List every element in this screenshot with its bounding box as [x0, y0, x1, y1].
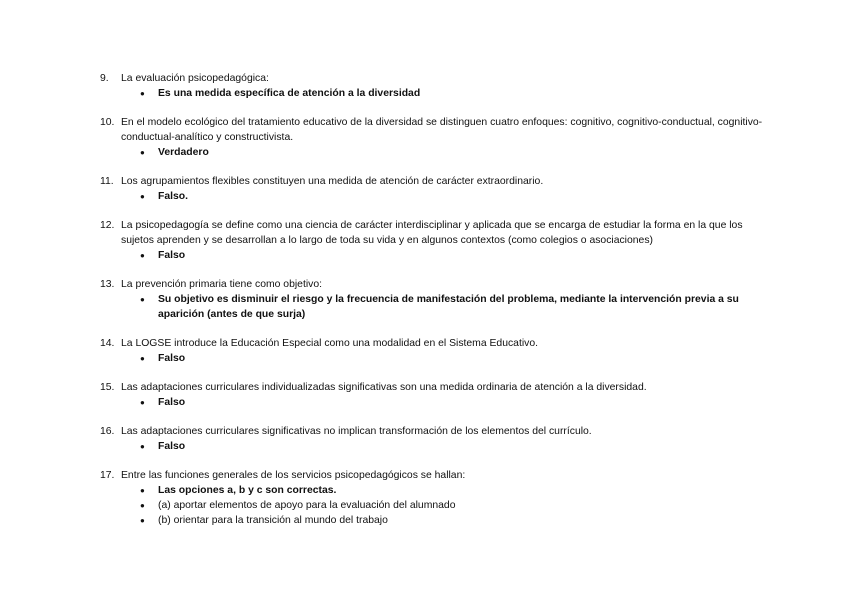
answer-item: ● Verdadero — [140, 145, 778, 160]
question-row — [100, 468, 778, 483]
question-row — [100, 380, 778, 395]
question-text: La evaluación psicopedagógica: — [121, 73, 269, 84]
question-number: 17. — [100, 470, 115, 481]
question-item — [100, 336, 778, 366]
answer-item: ● (a) aportar elementos de apoyo para la evaluación del alumnado — [140, 498, 778, 513]
question-number: 11. — [100, 176, 114, 187]
question-text: En el modelo ecológico del tratamiento educativo de la diversidad se distinguen cuatro enfoques: cognitivo, cognitivo-conductual, cognitivo-conductual-analítico y constructivista. — [121, 117, 763, 143]
question-text: Entre las funciones generales de los servicios psicopedagógicos se hallan: — [121, 470, 466, 481]
answer-list — [100, 145, 778, 160]
question-number: 14. — [100, 338, 115, 349]
answer-list — [100, 395, 778, 410]
question-text: La psicopedagogía se define como una ciencia de carácter interdisciplinar y aplicada que se encarga de estudiar la forma en la que los sujetos aprenden y se desarrollan a lo largo de toda su vida y en algunos contextos (como colegios o asociaciones) — [121, 220, 743, 246]
question-row — [100, 174, 778, 189]
question-row — [100, 115, 778, 145]
question-number: 9. — [100, 73, 109, 84]
answer-list — [100, 351, 778, 366]
question-item — [100, 218, 778, 263]
question-row — [100, 277, 778, 292]
answer-list — [100, 483, 778, 528]
answer-item: ● Falso — [140, 351, 778, 366]
answer-item: ● Las opciones a, b y c son correctas. — [140, 483, 778, 498]
question-number: 13. — [100, 279, 115, 290]
question-text: La LOGSE introduce la Educación Especial como una modalidad en el Sistema Educativo. — [121, 338, 539, 349]
question-text: Los agrupamientos flexibles constituyen una medida de atención de carácter extraordinario. — [121, 176, 544, 187]
question-number: 10. — [100, 117, 115, 128]
answer-item: ● Falso — [140, 248, 778, 263]
answer-item: ● (b) orientar para la transición al mundo del trabajo — [140, 513, 778, 528]
question-row — [100, 336, 778, 351]
question-row — [100, 424, 778, 439]
question-item — [100, 277, 778, 322]
answer-list — [100, 189, 778, 204]
question-item — [100, 115, 778, 160]
answer-item: ● Falso. — [140, 189, 778, 204]
answer-list — [100, 292, 778, 322]
answer-list — [100, 86, 778, 101]
question-number: 12. — [100, 220, 115, 231]
question-row — [100, 71, 778, 86]
answer-item: ● Es una medida específica de atención a la diversidad — [140, 86, 778, 101]
question-text: La prevención primaria tiene como objetivo: — [121, 279, 322, 290]
question-item — [100, 468, 778, 528]
question-number: 16. — [100, 426, 115, 437]
question-item — [100, 71, 778, 101]
question-list — [100, 71, 778, 528]
question-item — [100, 174, 778, 204]
question-number: 15. — [100, 382, 115, 393]
question-text: Las adaptaciones curriculares individualizadas significativas son una medida ordinaria de atención a la diversidad. — [121, 382, 647, 393]
answer-item: ● Su objetivo es disminuir el riesgo y la frecuencia de manifestación del problema, mediante la intervención previa a su aparición (antes de que surja) — [140, 292, 778, 322]
answer-item: ● Falso — [140, 439, 778, 454]
answer-item: ● Falso — [140, 395, 778, 410]
answer-list — [100, 439, 778, 454]
question-item — [100, 380, 778, 410]
question-row — [100, 218, 778, 248]
question-text: Las adaptaciones curriculares significativas no implican transformación de los elementos del currículo. — [121, 426, 592, 437]
question-item — [100, 424, 778, 454]
answer-list — [100, 248, 778, 263]
